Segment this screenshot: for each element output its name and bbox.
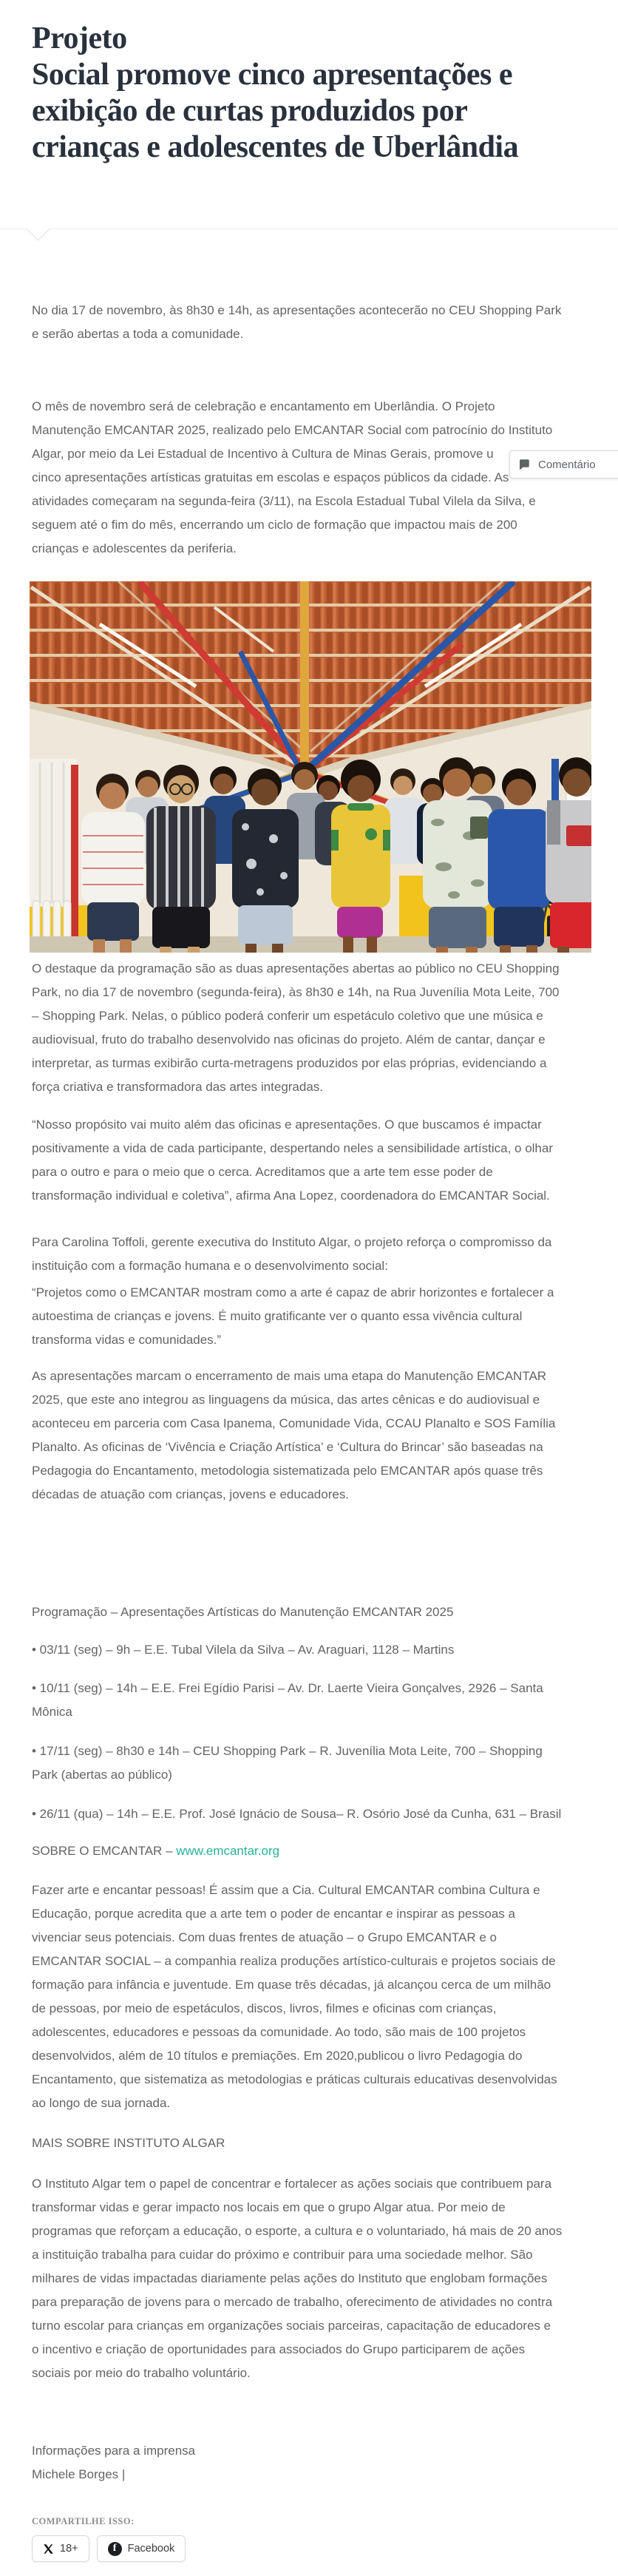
text-line: • 17/11 (seg) – 8h30 e 14h – CEU Shopping Park – R. Juvenília Mota Leite, 700 – Shopping [32,1744,543,1758]
text-line: transformar vidas e gerar impacto nos locais em que o grupo Algar atua. Por meio de [32,2200,506,2214]
text-line: Michele Borges | [32,2467,126,2481]
text-line: Planalto. As oficinas de ‘Vivência e Criação Artística’ e ‘Cultura do Brincar’ são baseadas na [32,1440,543,1454]
text-line: audiovisual, fruto do trabalho desenvolvido nas oficinas do projeto. Além de cantar, dançar e [32,1032,546,1047]
text-line: para o outro e para o meio que o cerca. Acreditamos que a arte tem esse poder de [32,1165,493,1179]
text-line: força criativa e transformadora das artes integradas. [32,1080,324,1094]
text-line: crianças e adolescentes de Uberlândia [32,130,519,164]
text-line: turno escolar para crianças em organizações sociais parceiras, capacitação de educadores e [32,2319,551,2333]
text-line: transforma vidas e comunidades.” [32,1333,222,1347]
text-line: • 26/11 (qua) – 14h – E.E. Prof. José Ignácio de Sousa– R. Osório José da Cunha, 631 – Brasil [32,1807,562,1821]
share-x-button[interactable] [32,2535,89,2562]
text-line: desenvolvidos, além de 10 títulos e premiações. Em 2020,publicou o livro Pedagogia do [32,2049,523,2063]
text-line: ao longo de sua jornada. [32,2096,171,2110]
x-logo-icon [43,2543,54,2555]
share-x-count: 18+ [60,2543,78,2555]
text-line: “Projetos como o EMCANTAR mostram como a arte é capaz de abrir horizontes e fortalecer a [32,1285,554,1299]
facebook-logo-icon: f [108,2542,122,2556]
text-line: exibição de curtas produzidos por [32,94,468,128]
article-photo [30,581,591,953]
page-title [32,21,518,166]
paragraph-intro [32,395,552,561]
sobre-heading [32,1839,279,1863]
text-line: cinco apresentações artísticas gratuitas em escolas e espaços públicos da cidade. As [32,470,509,484]
share-facebook-label: Facebook [127,2543,175,2555]
share-heading: COMPARTILHE ISSO: [32,2516,135,2526]
text-line: Informações para a imprensa [32,2444,196,2458]
text-line: “Nosso propósito vai muito além das oficinas e apresentações. O que buscamos é impactar [32,1118,542,1132]
schedule-item-1 [32,1638,454,1662]
paragraph-quote-ana [32,1113,553,1208]
text-line: Manutenção EMCANTAR 2025, realizado pelo EMCANTAR Social com patrocínio do Instituto [32,423,553,437]
schedule-item-4 [32,1802,561,1826]
mais-heading [32,2132,225,2155]
text-line: aconteceu em parceria com Casa Ipanema, Comunidade Vida, CCAU Planalto e SOS Família [32,1416,556,1430]
comment-popup-label: Comentário [538,458,596,471]
schedule-item-3 [32,1740,543,1787]
text-line: de pessoas, por meio de espetáculos, discos, livros, filmes e oficinas com crianças, [32,2001,497,2015]
comment-popup[interactable] [509,450,618,479]
text-line: No dia 17 de novembro, às 8h30 e 14h, as apresentações acontecerão no CEU Shopping Park [32,303,562,317]
text-line: O destaque da programação são as duas apresentações abertas ao público no CEU Shopping [32,961,560,976]
text-line: Park (abertas ao público) [32,1768,172,1782]
text-line: crianças e adolescentes da periferia. [32,541,237,555]
text-line: adolescentes, educadores e pessoas da comunidade. Ao todo, são mais de 100 projetos [32,2025,526,2039]
paragraph-highlight [32,957,560,1099]
text-line: • 03/11 (seg) – 9h – E.E. Tubal Vilela da Silva – Av. Araguari, 1128 – Martins [32,1643,455,1657]
text-line: autoestima de crianças e jovens. É muito gratificante ver o quanto essa vivência cultural [32,1309,523,1323]
text-line: programas que reforçam a educação, o esporte, a cultura e o voluntariado, há mais de 20 anos [32,2224,563,2238]
text-line: • 10/11 (seg) – 14h – E.E. Frei Egídio Parisi – Av. Dr. Laerte Vieira Gonçalves, 2926 – Santa [32,1681,543,1695]
text-line: sociais por meio do trabalho voluntário. [32,2366,251,2380]
text-line: a instituição trabalha para cuidar do próximo e contribuir para uma sociedade melhor. São [32,2248,533,2262]
text-line: – Shopping Park. Nelas, o público poderá conferir um espetáculo coletivo que une música e [32,1009,543,1023]
text-line: interpretar, as turmas exibirão curta-metragens produzidos por elas próprias, evidenciando a [32,1056,547,1070]
text-line: vivenciar seus potenciais. Com duas frentes de atuação – o Grupo EMCANTAR e o [32,1930,497,1944]
text-line: atividades começaram na segunda-feira (3/11), na Escola Estadual Tubal Vilela da Silva, e [32,494,536,508]
text-line: seguem até o fim do mês, encerrando um ciclo de formação que impactou mais de 200 [32,518,517,532]
text-line: o incentivo e criação de oportunidades para associados do Grupo participarem de ações [32,2342,526,2356]
paragraph-quote-carolina [32,1281,554,1352]
sobre-label: SOBRE O EMCANTAR – [32,1844,177,1858]
text-line: As apresentações marcam o encerramento de mais uma etapa do Manutenção EMCANTAR [32,1369,547,1383]
text-line: e serão abertas a toda a comunidade. [32,327,244,341]
text-line: Para Carolina Toffoli, gerente executiva do Instituto Algar, o projeto reforça o compromisso da [32,1235,552,1249]
text-line: O mês de novembro será de celebração e encantamento em Uberlândia. O Projeto [32,399,495,413]
text-line: para preparação de jovens para o mercado de trabalho, oferecimento de atividades no contra [32,2295,553,2309]
schedule-heading [32,1600,453,1624]
text-line: Mônica [32,1705,72,1719]
text-line: formação para infância e juventude. Em quase três décadas, já alcançou cerca de um milhão [32,1978,551,1992]
text-line: Pedagogia do Encantamento, metodologia sistematizada pelo EMCANTAR após quase três [32,1464,543,1478]
text-line: Educação, porque acredita que a arte tem o poder de encantar e inspirar as pessoas a [32,1907,515,1921]
text-line: MAIS SOBRE INSTITUTO ALGAR [32,2136,225,2150]
text-line: Algar, por meio da Lei Estadual de Incentivo à Cultura de Minas Gerais, promove u [32,447,494,461]
text-line: Social promove cinco apresentações e [32,58,513,92]
text-line: milhares de vidas impactadas diariamente pelas ações do Instituto que englobam formações [32,2271,548,2285]
text-line: positivamente a vida de cada participante, despertando neles a sensibilidade artística, o olhar [32,1141,553,1155]
text-line: EMCANTAR SOCIAL – a companhia realiza produções artístico-culturais e projetos sociais de [32,1954,556,1968]
comment-bubble-icon [517,458,531,471]
text-line: instituição com a formação humana e o desenvolvimento social: [32,1259,388,1273]
text-line: Encantamento, que sistematiza as metodologias e práticas culturais educativas desenvolvidas [32,2072,557,2086]
paragraph-encerramento [32,1365,555,1507]
text-line: Park, no dia 17 de novembro (segunda-feira), às 8h30 e 14h, na Rua Juvenília Mota Leite, 700 [32,985,560,999]
text-line: décadas de atuação com crianças, jovens e educadores. [32,1487,350,1501]
paragraph-instituto-algar [32,2172,562,2385]
text-line: Fazer arte e encantar pessoas! É assim que a Cia. Cultural EMCANTAR combina Cultura e [32,1883,540,1897]
text-line: Programação – Apresentações Artísticas do Manutenção EMCANTAR 2025 [32,1605,454,1619]
share-facebook-button[interactable] [97,2535,186,2562]
chevron-down-notch [26,217,50,241]
paragraph-sobre-emcantar [32,1879,557,2115]
emcantar-link[interactable]: www.emcantar.org [176,1844,280,1858]
text-line: transformação individual e coletiva”, afirma Ana Lopez, coordenadora do EMCANTAR Social. [32,1189,550,1203]
press-contact [32,2439,195,2487]
text-line: Projeto [32,21,127,55]
paragraph-carolina [32,1231,551,1278]
text-line: 2025, que este ano integrou as linguagens da música, das artes cênicas e do audiovisual e [32,1393,540,1407]
schedule-item-2 [32,1677,543,1724]
text-line: O Instituto Algar tem o papel de concentrar e fortalecer as ações sociais que contribuem para [32,2177,552,2191]
paragraph-lead [32,299,561,346]
share-buttons [32,2535,186,2562]
